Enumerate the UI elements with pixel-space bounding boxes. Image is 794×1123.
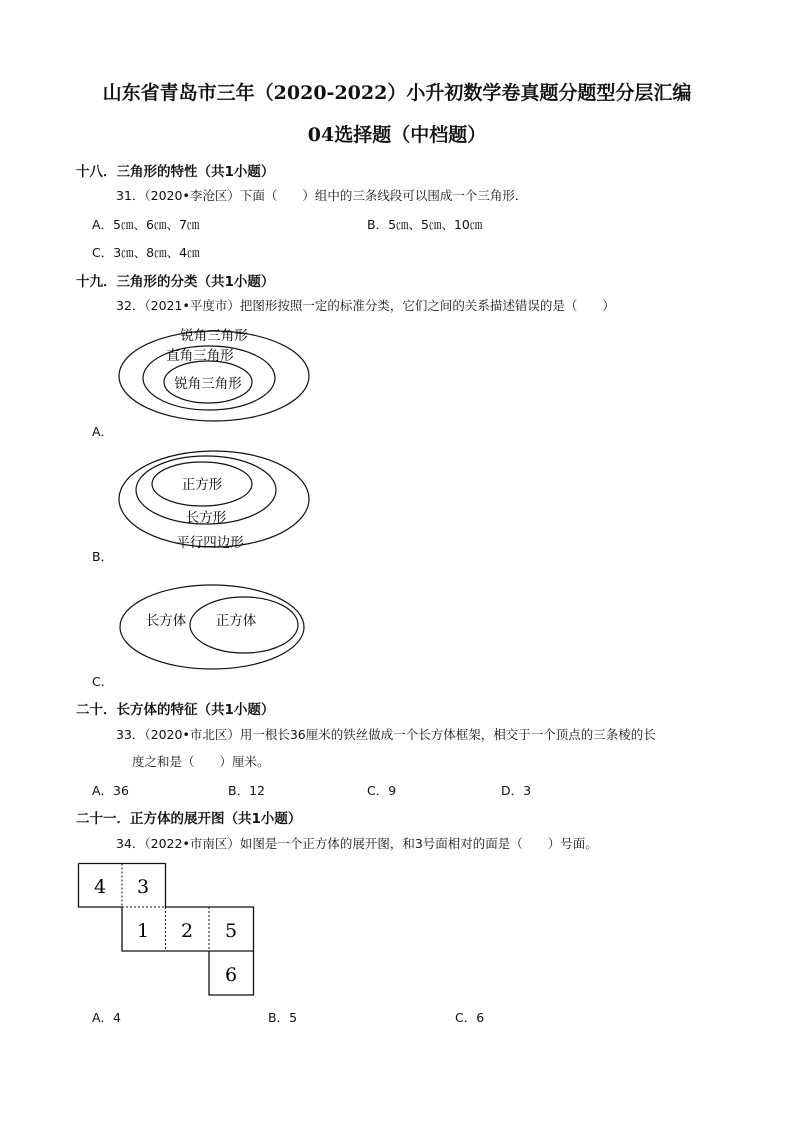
option-32-a-label: A． [92, 424, 114, 439]
diagram-a-inner-label: 锐角三角形 [174, 376, 242, 392]
section-heading-21: 二十一．正方体的展开图（共1小题） [76, 811, 302, 827]
question-31: 31．（2020•李沧区）下面（ ）组中的三条线段可以围成一个三角形． [116, 188, 528, 203]
diagram-a-outer-label: 锐角三角形 [180, 328, 248, 344]
net-face-3: 3 [136, 876, 150, 898]
option-31-c: C．3㎝、8㎝、4㎝ [92, 245, 200, 260]
diagram-b-middle-label: 长方形 [185, 510, 227, 526]
option-32-b-label: B． [92, 549, 114, 564]
diagram-a [114, 318, 314, 434]
net-face-1: 1 [136, 920, 150, 942]
section-heading-19: 十九．三角形的分类（共1小题） [76, 274, 275, 290]
question-33-line2: 度之和是（ ）厘米。 [132, 754, 270, 769]
option-33-c: C．9 [367, 783, 397, 798]
cube-net [77, 862, 257, 998]
option-33-a: A．36 [92, 783, 129, 798]
page-title-line1: 山东省青岛市三年（2020-2022）小升初数学卷真题分题型分层汇编 [102, 82, 692, 104]
option-32-c-label: C． [92, 674, 114, 689]
diagram-b-outer-ring [119, 451, 309, 547]
net-face-5: 5 [224, 920, 238, 942]
option-33-b: B．12 [228, 783, 265, 798]
net-face-4: 4 [93, 876, 107, 898]
option-34-a: A．4 [92, 1010, 122, 1025]
option-31-a: A．5㎝、6㎝、7㎝ [92, 217, 200, 232]
option-34-c: C．6 [455, 1010, 485, 1025]
diagram-b [114, 444, 314, 558]
diagram-b-inner-label: 正方形 [181, 477, 223, 493]
option-34-b: B．5 [268, 1010, 298, 1025]
net-face-6: 6 [224, 964, 238, 986]
question-34: 34．（2022•市南区）如图是一个正方体的展开图，和3号面相对的面是（ ）号面。 [116, 836, 598, 851]
diagram-c-inner-label: 正方体 [215, 613, 257, 629]
page-title-line2: 04选择题（中档题） [307, 124, 487, 146]
net-face-2: 2 [180, 920, 194, 942]
diagram-b-outer-label: 平行四边形 [176, 535, 244, 551]
diagram-a-middle-label: 直角三角形 [166, 348, 234, 364]
diagram-c-outer-label: 长方体 [145, 613, 187, 629]
diagram-c [114, 580, 314, 676]
section-heading-18: 十八．三角形的特性（共1小题） [76, 164, 275, 180]
option-31-b: B．5㎝、5㎝、10㎝ [367, 217, 483, 232]
question-32: 32．（2021•平度市）把图形按照一定的标准分类，它们之间的关系描述错误的是（ ） [116, 298, 615, 313]
option-33-d: D．3 [501, 783, 532, 798]
section-heading-20: 二十．长方体的特征（共1小题） [76, 702, 275, 718]
question-33-line1: 33．（2020•市北区）用一根长36厘米的铁丝做成一个长方体框架，相交于一个顶点的三条棱的长 [116, 727, 656, 742]
